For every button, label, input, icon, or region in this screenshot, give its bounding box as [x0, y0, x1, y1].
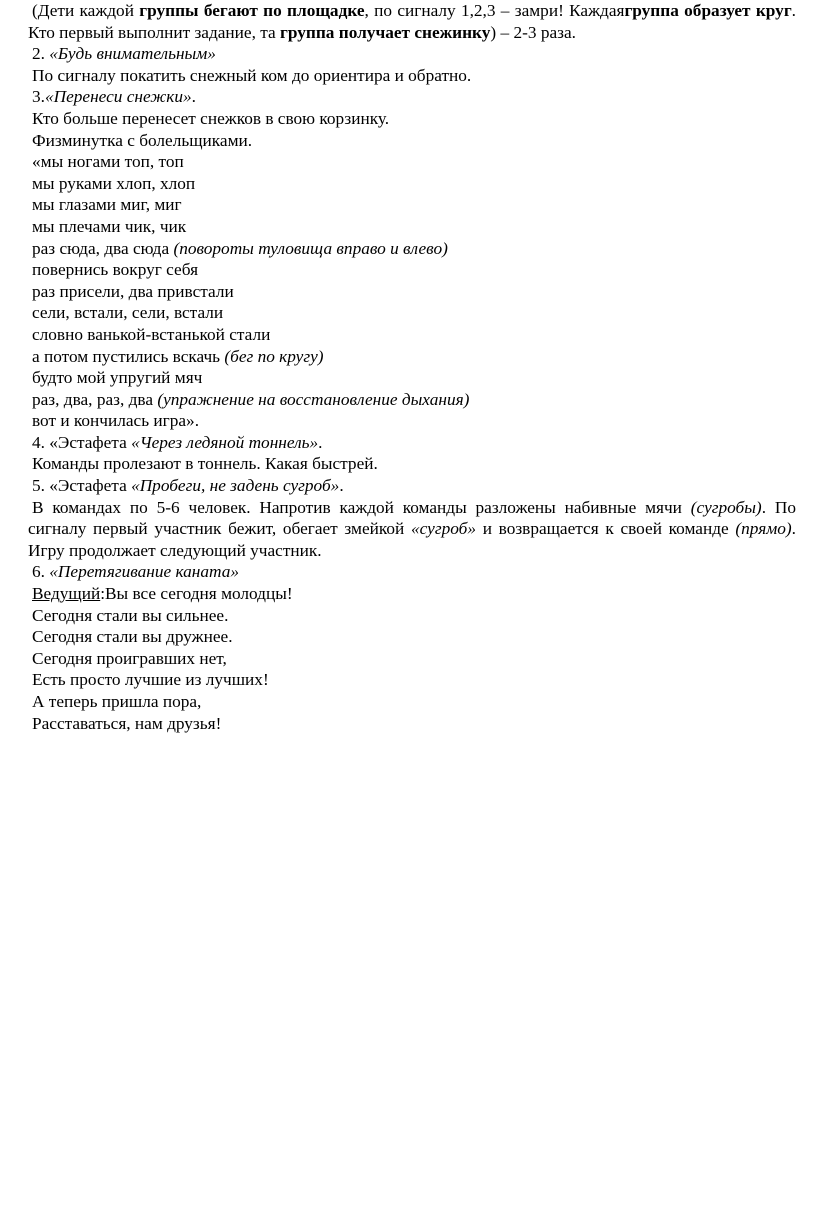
game-5-heading: [28, 475, 796, 497]
closing-line: Сегодня стали вы дружнее.: [32, 627, 233, 647]
poem-line-note: (бег по кругу): [224, 346, 324, 366]
poem-line: [28, 410, 796, 432]
poem-line: [28, 324, 796, 346]
item-number: 2.: [32, 44, 50, 64]
poem-line-text: раз сюда, два сюда: [32, 238, 174, 258]
italic-text: (сугробы): [690, 497, 762, 517]
text: , по сигналу 1,2,3 – замри! Каждая: [364, 1, 625, 20]
poem-line-text: будто мой упругий мяч: [32, 368, 203, 388]
italic-text: «сугроб»: [410, 519, 476, 539]
text: (Дети каждой: [32, 1, 140, 20]
closing-line: Сегодня стали вы сильнее.: [32, 605, 229, 625]
game-5-text: [28, 497, 796, 562]
text: . Игру продолжает следующий участник.: [28, 519, 796, 560]
punctuation: .: [318, 432, 323, 452]
poem-line-text: повернись вокруг себя: [32, 260, 199, 280]
poem-line-note: (упражнение на восстановление дыхания): [157, 389, 470, 409]
poem-line: [28, 151, 796, 173]
poem-line: [28, 281, 796, 303]
poem-line-text: а потом пустились вскачь: [32, 346, 225, 366]
poem-line-text: раз присели, два привстали: [32, 281, 234, 301]
host-label: Ведущий: [32, 584, 101, 604]
text: . По сигналу первый участник бежит, обегает змейкой: [28, 497, 796, 539]
item-title: «Пробеги, не задень сугроб»: [131, 476, 340, 496]
poem-line: [28, 216, 796, 238]
game-4-heading: [28, 432, 796, 454]
poem-line-text: сели, встали, сели, встали: [32, 303, 224, 323]
item-number: 3.: [32, 87, 45, 107]
poem-line: [28, 346, 796, 368]
poem-line-text: мы глазами миг, миг: [32, 195, 182, 215]
game-4-text: Команды пролезают в тоннель. Какая быстрей.: [32, 454, 378, 474]
closing-line: Расставаться, нам друзья!: [32, 713, 222, 733]
punctuation: .: [191, 87, 196, 107]
paragraph-intro: [28, 0, 796, 43]
host-line: [28, 583, 796, 605]
game-2-heading: [28, 43, 796, 65]
item-title: «Через ледяной тоннель»: [131, 432, 319, 452]
text: В командах по 5-6 человек. Напротив каждой команды разложены набивные мячи: [32, 497, 691, 517]
closing-line: Сегодня проигравших нет,: [32, 648, 227, 668]
poem-line-text: раз, два, раз, два: [32, 389, 158, 409]
item-title: «Перенеси снежки»: [44, 87, 192, 107]
poem-line: [28, 259, 796, 281]
game-3-heading: [28, 86, 796, 108]
text: и возвращается к своей команде: [475, 519, 736, 539]
poem-line: [28, 367, 796, 389]
poem-line: [28, 302, 796, 324]
punctuation: .: [339, 476, 344, 496]
closing-verse: [28, 605, 796, 735]
fizminutka-heading: Физминутка с болельщиками.: [32, 130, 253, 150]
bold-text: группы бегают по площадке: [139, 1, 365, 20]
item-title: «Перетягивание каната»: [49, 562, 239, 582]
poem-line: [28, 194, 796, 216]
poem-line-text: словно ванькой-встанькой стали: [32, 324, 271, 344]
poem-line: [28, 238, 796, 260]
text: ) – 2-3 раза.: [490, 22, 576, 42]
closing-line: Есть просто лучшие из лучших!: [32, 670, 269, 690]
poem-line-text: мы плечами чик, чик: [32, 216, 187, 236]
poem-line: [28, 389, 796, 411]
bold-text: группа образует круг: [624, 1, 792, 20]
item-number: 5. «Эстафета: [32, 476, 132, 496]
item-number: 6.: [32, 562, 50, 582]
item-title: «Будь внимательным»: [49, 44, 216, 64]
poem-line: [28, 173, 796, 195]
bold-text: группа получает снежинку: [280, 22, 491, 42]
closing-line: А теперь пришла пора,: [32, 692, 202, 711]
item-number: 4. «Эстафета: [32, 432, 132, 452]
poem-line-text: мы руками хлоп, хлоп: [32, 173, 196, 193]
text: . Кто первый выполнит задание, та: [28, 1, 796, 42]
game-6-heading: [28, 561, 796, 583]
poem-line-text: «мы ногами топ, топ: [32, 152, 184, 172]
poem-line-text: вот и кончилась игра».: [32, 411, 200, 431]
poem-block: [28, 151, 796, 432]
poem-line-note: (повороты туловища вправо и влево): [173, 238, 448, 258]
italic-text: (прямо): [735, 519, 792, 539]
game-2-text: По сигналу покатить снежный ком до ориентира и обратно.: [32, 65, 472, 85]
host-text: :Вы все сегодня молодцы!: [100, 584, 293, 604]
game-3-text: Кто больше перенесет снежков в свою корзинку.: [32, 108, 390, 128]
